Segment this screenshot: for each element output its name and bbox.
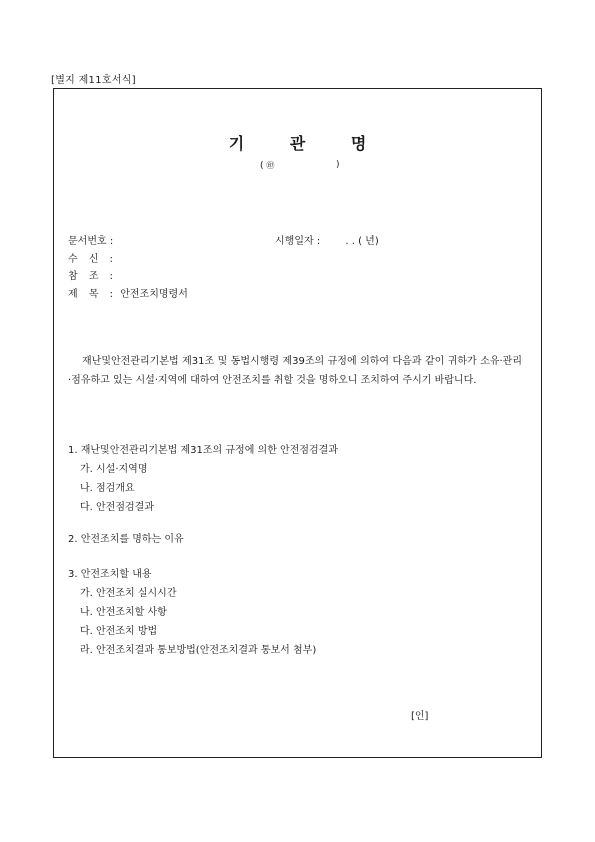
subject-row [68,285,188,300]
issue-date-label: 시행일자 : [275,236,321,247]
section-item: 라. 안전조치결과 통보방법(안전조치결과 통보서 첨부) [80,645,317,656]
document-frame [53,88,542,758]
reference-row [68,267,117,282]
subject-value: 안전조치명령서 [120,289,188,300]
seal-paren-close: ) [336,160,340,170]
seal-line [260,160,340,171]
title-char: 관 [289,134,306,153]
section-heading: 3. 안전조치할 내용 [68,569,152,580]
seal-paren-open: ( [260,161,264,171]
seal-mark-icon: ㊞ [266,161,275,170]
section-item: 다. 안전조치 방법 [80,626,158,637]
title-char: 명 [350,134,367,153]
section-item: 가. 시설·지역명 [80,464,148,475]
section-3 [68,565,316,660]
subject-label: 제 목 : [68,289,118,300]
section-item: 다. 안전점검결과 [80,502,154,513]
issue-date-row [275,232,379,247]
body-paragraph [68,352,522,390]
doc-number-row [68,232,113,247]
issue-date-value: . . ( 년) [345,236,379,247]
form-number-tag: [별지 제11호서식] [51,75,136,86]
section-item: 나. 점검개요 [80,483,135,494]
section-heading: 1. 재난및안전관리기본법 제31조의 규정에 의한 안전점검결과 [68,445,338,456]
doc-number-label: 문서번호 : [68,236,114,247]
section-1 [68,441,338,517]
signature-mark: [인] [411,711,429,722]
body-text: 재난및안전관리기본법 제31조 및 동법시행령 제39조의 규정에 의하여 다음과 같이 귀하가 소유·관리·점유하고 있는 시설·지역에 대하여 안전조치를 취할 것을 명하오니 조치하여 주시기 바랍니다. [68,356,522,386]
title-char: 기 [228,134,245,153]
section-item: 나. 안전조치할 사항 [80,607,167,618]
section-item: 가. 안전조치 실시시간 [80,588,177,599]
section-2 [68,530,184,549]
recipient-row [68,250,117,265]
recipient-label: 수 신 : [68,254,118,265]
document-title [54,131,541,154]
reference-label: 참 조 : [68,271,118,282]
section-heading: 2. 안전조치를 명하는 이유 [68,534,184,545]
